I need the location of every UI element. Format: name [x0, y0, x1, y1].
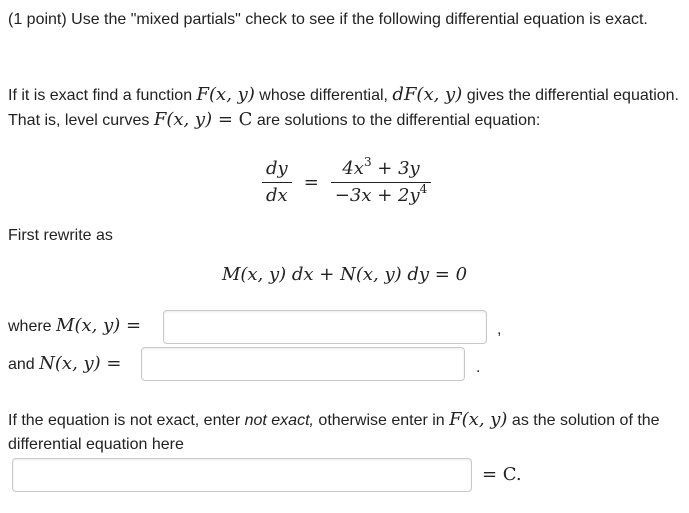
rhs-fraction: $\frac{4x^3 + 3y}{-3x + 2y^4}$	[331, 156, 431, 209]
M-label: M(x, y) =	[56, 315, 142, 336]
N-input[interactable]	[141, 347, 465, 381]
lhs-fraction: $\frac{dy}{dx}$	[262, 156, 292, 209]
M-input[interactable]	[163, 310, 487, 344]
dF-xy-math: dF(x, y)	[392, 84, 463, 105]
final-instruction: If the equation is not exact, enter not exact, otherwise enter in F(x, y) as the solution of the differential equation here	[8, 409, 660, 453]
rewrite-label: First rewrite as	[8, 227, 113, 244]
problem-description: If it is exact find a function F(x, y) whose differential, dF(x, y) gives the differential equation. That is, level curves F(x, y) = C are solutions to the differential equation:	[8, 84, 679, 130]
N-period: .	[476, 359, 481, 376]
points-label: (1 point)	[8, 11, 67, 28]
intro-text: Use the "mixed partials" check to see if the following differential equation is exact.	[71, 11, 648, 28]
F-answer-input[interactable]	[12, 458, 472, 492]
not-exact-text: not exact,	[244, 412, 314, 429]
M-label-row: where M(x, y) =	[8, 315, 142, 336]
answer-suffix: = C.	[482, 464, 522, 485]
problem-intro	[8, 8, 683, 32]
rewrite-equation: M(x, y) dx + N(x, y) dy = 0	[221, 264, 468, 285]
F-xy-math: F(x, y)	[196, 84, 255, 105]
equals-sign: =	[303, 171, 319, 193]
differential-equation	[262, 150, 431, 214]
M-comma: ,	[497, 321, 502, 338]
N-label: N(x, y) =	[39, 353, 122, 374]
N-label-row: and N(x, y) =	[8, 353, 122, 374]
